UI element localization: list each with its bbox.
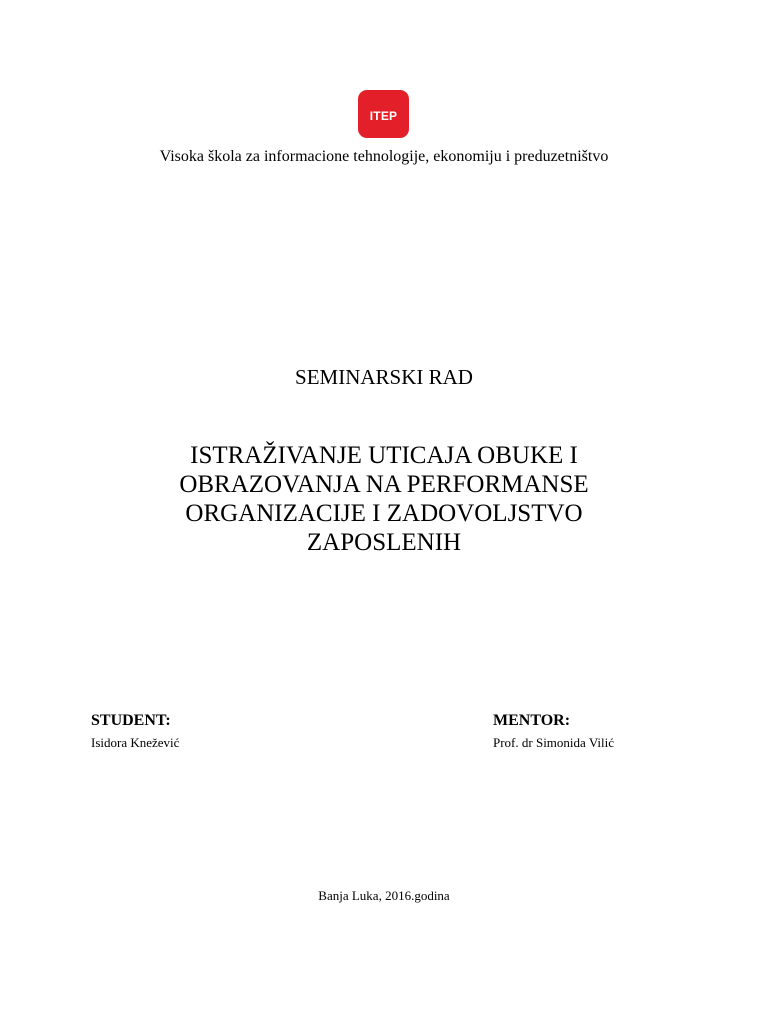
itep-logo — [358, 90, 409, 138]
document-type: SEMINARSKI RAD — [295, 365, 473, 389]
mentor-label: MENTOR: — [493, 712, 571, 729]
title-line: ISTRAŽIVANJE UTICAJA OBUKE I — [190, 442, 578, 469]
title-line: ORGANIZACIJE I ZADOVOLJSTVO — [185, 500, 583, 527]
document-title — [100, 441, 668, 557]
title-line: ZAPOSLENIH — [306, 529, 462, 556]
mentor-name: Prof. dr Simonida Vilić — [493, 735, 615, 750]
student-label: STUDENT: — [91, 712, 171, 729]
title-line: OBRAZOVANJA NA PERFORMANSE — [179, 471, 589, 498]
institution-name: Visoka škola za informacione tehnologije, ekonomiju i preduzetništvo — [159, 148, 609, 165]
logo-text: ITEP — [369, 109, 398, 123]
student-name: Isidora Knežević — [91, 735, 180, 750]
place-and-date: Banja Luka, 2016.godina — [318, 888, 450, 903]
